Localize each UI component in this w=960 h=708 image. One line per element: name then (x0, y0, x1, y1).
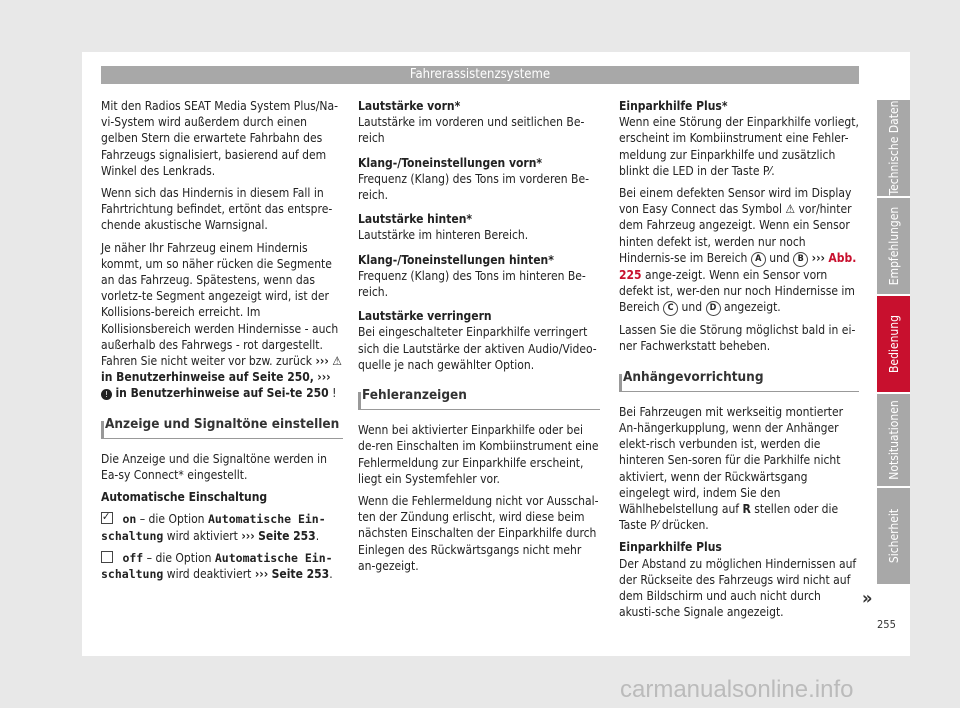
continue-icon: » (862, 588, 873, 609)
ref-arrow: ››› (811, 250, 825, 265)
figure-link[interactable]: Abb. 225 (619, 250, 857, 282)
paragraph (619, 114, 859, 179)
option-code: Automatische Ein-schaltung (101, 550, 333, 582)
paragraph: Frequenz (Klang) des Tons im hinteren Be-reich. (358, 268, 586, 300)
end-mark: . (771, 163, 775, 178)
paragraph: Bei eingeschalteter Einparkhilfe verringert sich die Lautstärke der aktiven Audio/Video-quelle je nach gewählter Option. (358, 325, 597, 372)
checkbox-checked-icon (101, 512, 113, 524)
tab-technische-daten[interactable]: Technische Daten (877, 100, 910, 196)
subheading: Einparkhilfe Plus (619, 540, 722, 555)
option-text: wird aktiviert (166, 528, 238, 543)
conjunction: und (681, 300, 703, 315)
ref-arrow: ››› (317, 370, 331, 385)
page-header: Fahrerassistenzsysteme (101, 66, 859, 84)
paragraph-text: Bei Fahrzeugen mit werkseitig montierter An-hängerkupplung, wenn der Anhänger elekt-risch verbunden ist, werden die hinteren Sen-soren für die Parkhilfe nicht aktiviert, wenn der Rückwärtsgang eingelegt wird, indem Sie den Wählhebelstellung auf (619, 404, 844, 517)
option-off: off – die Option Automatische Ein-schaltung wird deaktiviert ››› Seite 253. (101, 550, 333, 582)
subheading: Lautstärke hinten* (358, 212, 473, 227)
paragraph: Die Anzeige und die Signaltöne werden in Ea-sy Connect* eingestellt. (101, 451, 327, 483)
tab-empfehlungen[interactable]: Empfehlungen (877, 198, 910, 294)
section-heading: Anhängevorrichtung (619, 369, 859, 392)
section-heading: Fehleranzeigen (358, 387, 600, 410)
section-heading: Anzeige und Signaltöne einstellen (101, 416, 343, 439)
checkbox-unchecked-icon (101, 551, 113, 563)
paragraph: Wenn sich das Hindernis in diesem Fall in Fahrtrichtung befindet, ertönt das entspre-chende akustische Warnsignal. (101, 186, 333, 233)
tab-notsituationen[interactable]: Notsituationen (877, 394, 910, 486)
option-text: – die Option (139, 512, 205, 527)
warning-icon: ⚠ (785, 202, 796, 217)
paragraph: Lautstärke im hinteren Bereich. (358, 228, 529, 243)
badge-d: D (706, 301, 721, 316)
badge-a: A (751, 252, 766, 267)
paragraph-text: ange-zeigt. Wenn ein Sensor vorn defekt ist, wer-den nur noch Hindernisse im Bereich (619, 267, 855, 315)
column-3 (619, 98, 859, 626)
paragraph: Wenn die Fehlermeldung nicht vor Ausschal-ten der Zündung erlischt, wird diese beim nächsten Einschalten der Einparkhilfe durch Einlegen des Rückwärtsgangs nicht mehr an-gezeigt. (358, 494, 599, 573)
paragraph: Lassen Sie die Störung möglichst bald in ei-ner Fachwerkstatt beheben. (619, 323, 856, 354)
paragraph-text: Bei einem defekten Sensor wird im Display von Easy Connect das Symbol (619, 186, 852, 217)
conjunction: und (769, 250, 790, 265)
option-on: ✓ on – die Option Automatische Ein-schaltung wird aktiviert ››› Seite 253. (101, 511, 343, 543)
paragraph-text: vor/hinter dem Fahrzeug angezeigt. Wenn ein Sensor hinten defekt ist, werden nur noch Hindernis-se im Bereich (619, 202, 852, 265)
subheading: Automatische Einschaltung (101, 490, 268, 505)
parking-button-icon: P⁄ (650, 518, 659, 533)
gear-label: R (742, 502, 751, 517)
paragraph (619, 404, 859, 534)
paragraph-text: angezeigt. (723, 300, 781, 315)
subheading: Lautstärke verringern (358, 309, 492, 324)
parking-button-icon: P⁄ (762, 163, 772, 178)
option-label: off (122, 550, 144, 565)
warning-icon: ⚠ (332, 354, 342, 369)
option-code: Automatische Ein-schaltung (101, 512, 326, 543)
paragraph: Der Abstand zu möglichen Hindernissen auf der Rückseite des Fahrzeugs wird nicht auf dem Bildschirm und auch nicht durch akusti-sche Signale angezeigt. (619, 556, 857, 620)
paragraph: Mit den Radios SEAT Media System Plus/Na-vi-System wird außerdem durch einen gelben Stern die erwartete Fahrbahn des Fahrzeugs signalisiert, basierend auf dem Winkel des Lenkrads. (101, 99, 339, 178)
subheading: Lautstärke vorn* (358, 99, 461, 113)
badge-c: C (663, 301, 678, 316)
page-number: 255 (877, 618, 896, 631)
ref-link[interactable]: Seite 253 (258, 528, 316, 543)
paragraph: Wenn bei aktivierter Einparkhilfe oder bei de-ren Einschalten im Kombiinstrument eine Fehlermeldung zur Einparkhilfe erscheint, liegt ein Systemfehler vor. (358, 423, 599, 486)
subheading: Einparkhilfe Plus* (619, 99, 728, 113)
ref-arrow: ››› (315, 354, 329, 369)
paragraph (619, 185, 859, 316)
tab-bedienung[interactable]: Bedienung (877, 296, 910, 392)
info-icon: ! (101, 389, 112, 400)
paragraph: Frequenz (Klang) des Tons im vorderen Be-reich. (358, 171, 589, 203)
badge-b: B (793, 252, 808, 267)
ref-link[interactable]: in Benutzerhinweise auf Seite 250 (101, 370, 310, 385)
ref-link[interactable]: in Benutzerhinweise auf Sei-te 250 (115, 386, 329, 401)
watermark: carmanualsonline.info (620, 676, 854, 703)
option-label: on (122, 512, 137, 527)
option-text: – die Option (146, 550, 212, 565)
ref-arrow: ››› (254, 567, 269, 582)
paragraph-text: Je näher Ihr Fahrzeug einem Hindernis kommt, um so näher rücken die Segmente an das Fahrzeug. Spätestens, wenn das vorletz-te Segment angezeigt wird, ist der Kollisions-bereich erreicht. Im Kollisionsbereich werden Hindernisse - auch außerhalb des Fahrwegs - rot dargestellt. Fahren Sie nicht weiter vor bzw. zurück (101, 240, 339, 369)
column-1 (101, 98, 343, 588)
column-2 (358, 98, 600, 580)
paragraph: Lautstärke im vorderen und seitlichen Be-reich (358, 115, 585, 146)
subheading: Klang-/Toneinstellungen vorn* (358, 155, 543, 170)
paragraph-text: stellen oder die Taste (619, 502, 839, 533)
end-mark: ! (332, 386, 337, 401)
paragraph (101, 240, 343, 402)
separator: , (309, 370, 314, 385)
ref-link[interactable]: Seite 253 (271, 567, 330, 582)
ref-arrow: ››› (241, 528, 255, 543)
subheading: Klang-/Toneinstellungen hinten* (358, 252, 554, 267)
option-text: wird deaktiviert (166, 567, 252, 582)
tab-sicherheit[interactable]: Sicherheit (877, 488, 910, 584)
paragraph-text: drücken. (661, 518, 709, 533)
paragraph-text: Wenn eine Störung der Einparkhilfe vorliegt, erscheint im Kombiinstrument eine Fehler-meldung zur Einparkhilfe und zusätzlich blinkt die LED in der Taste (619, 115, 859, 178)
